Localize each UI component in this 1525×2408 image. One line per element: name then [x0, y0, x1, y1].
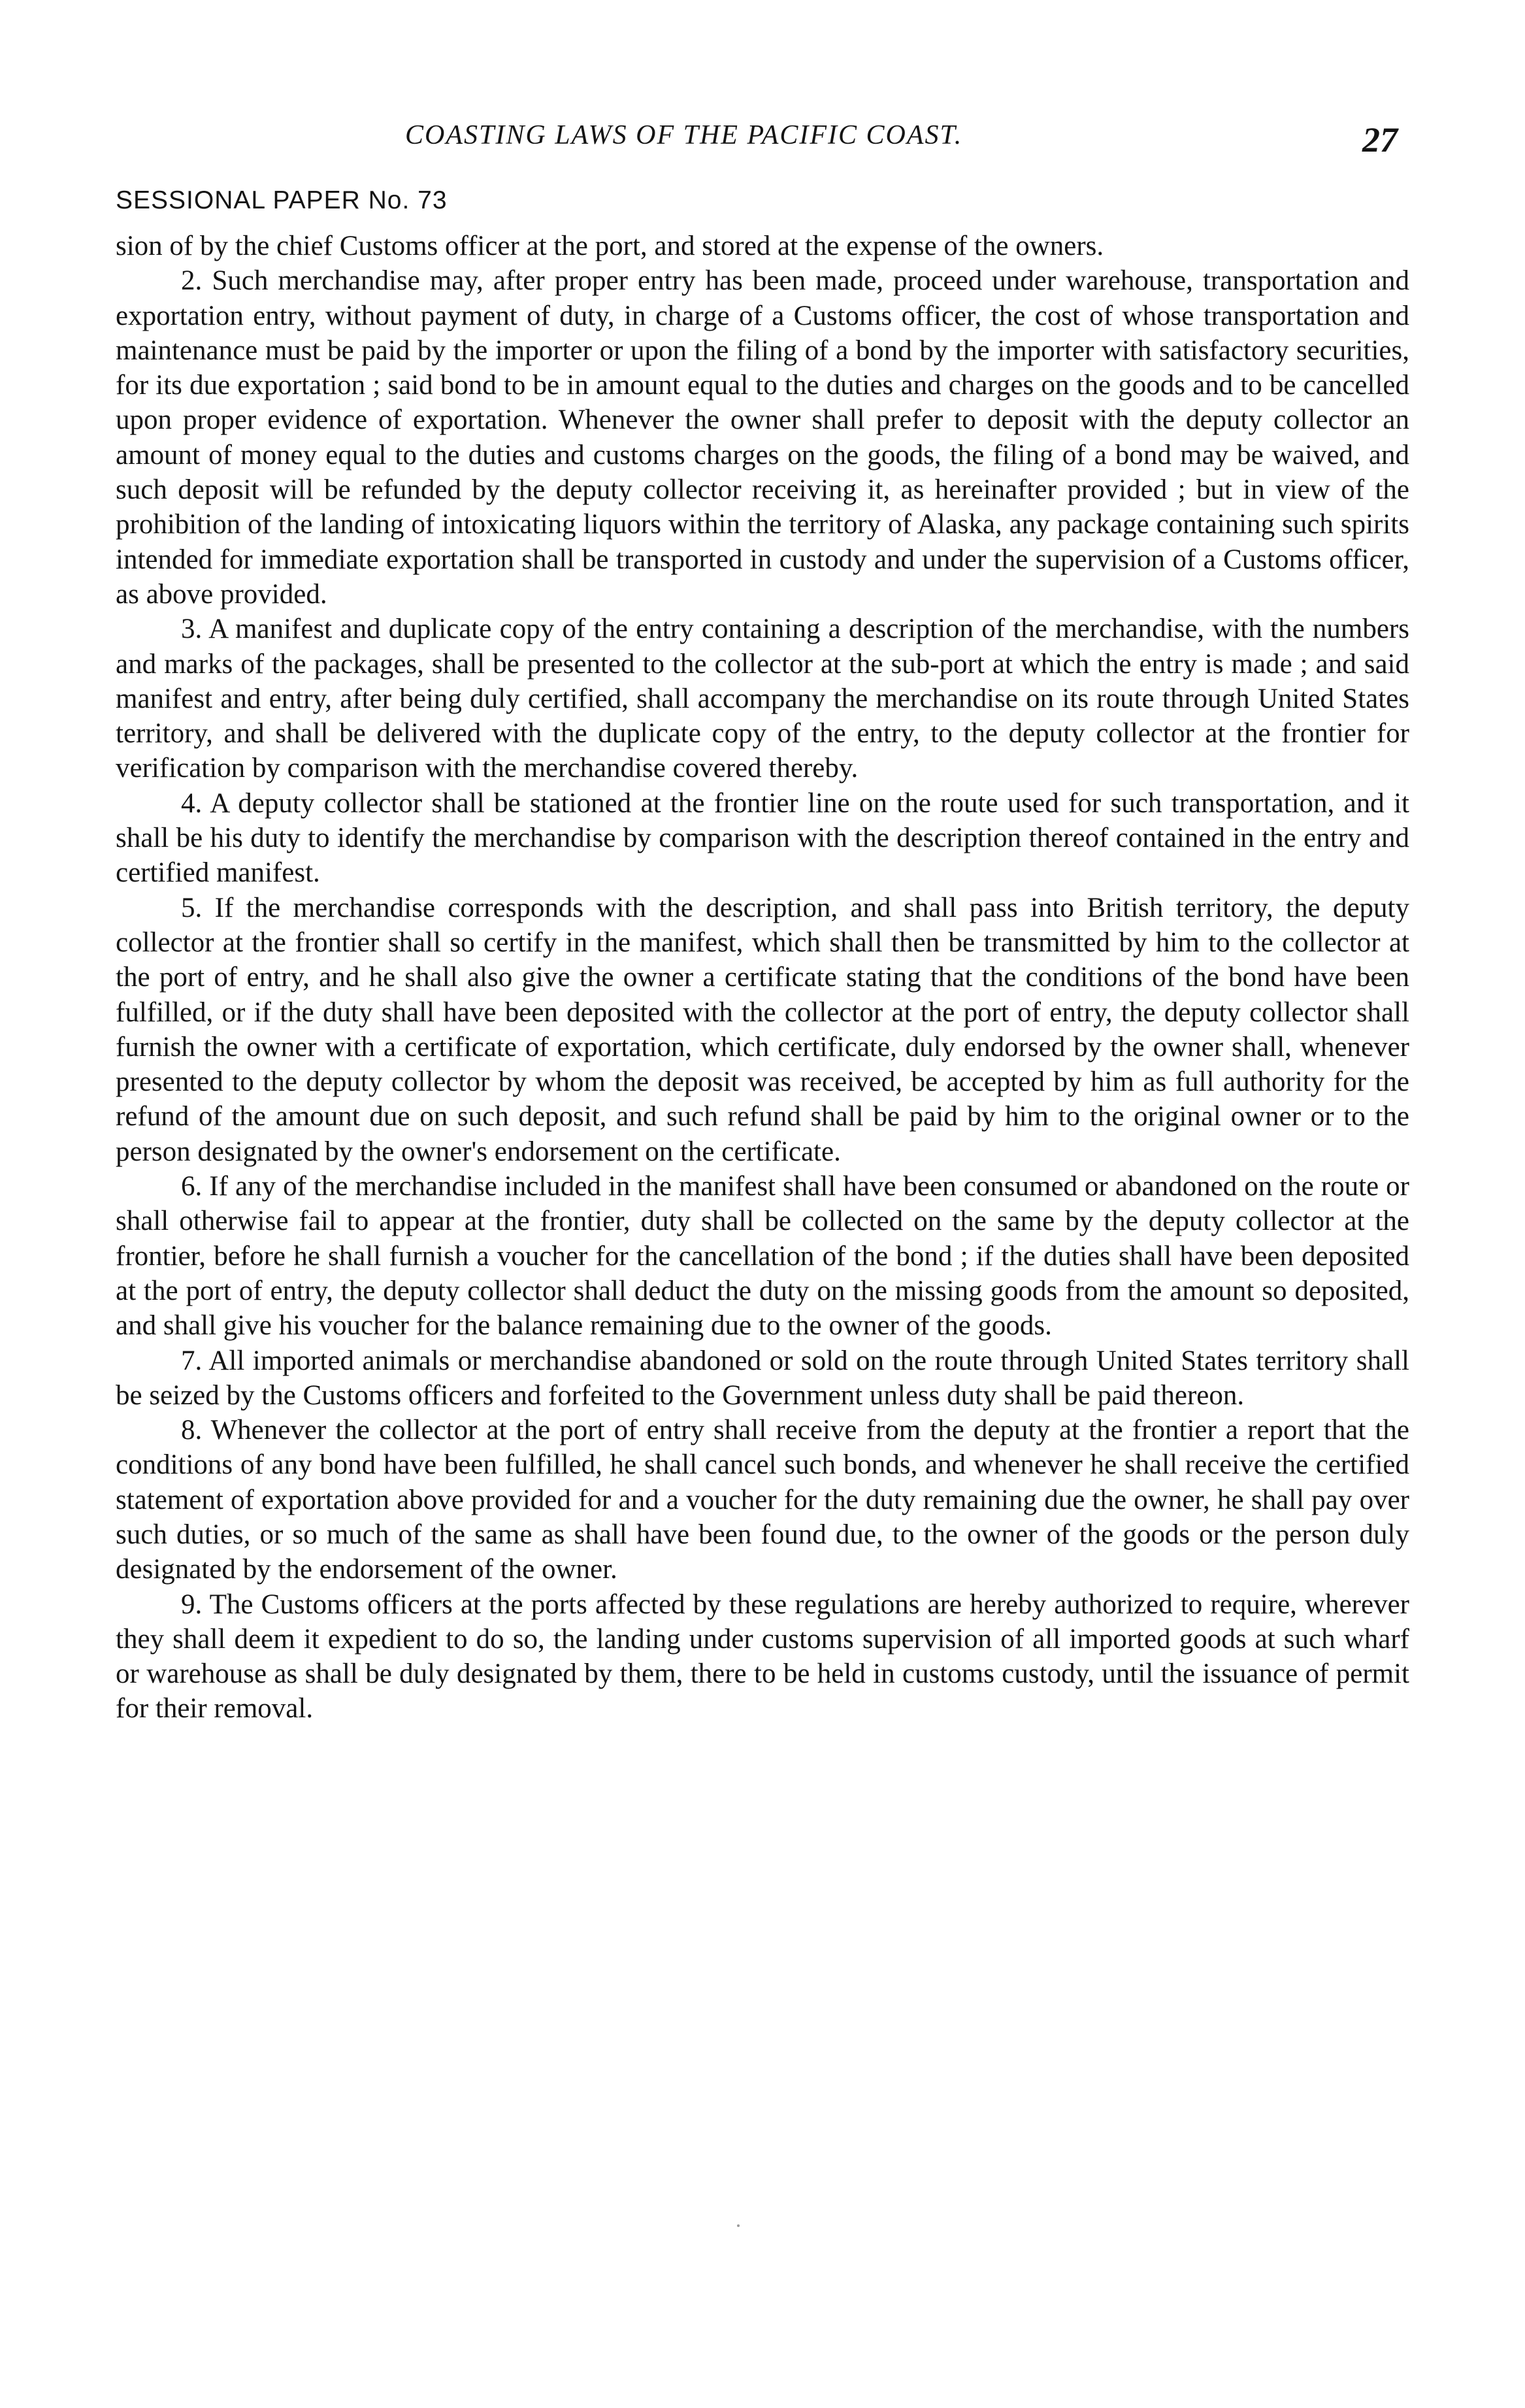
body-text: [116, 229, 1409, 1726]
running-title: COASTING LAWS OF THE PACIFIC COAST.: [405, 120, 963, 150]
paragraph-7: 7. All imported animals or merchandise abandoned or sold on the route through United States territory shall be seized by the Customs officers and forfeited to the Government unless duty shall be paid thereon.: [116, 1345, 1409, 1411]
paragraph-2: 2. Such merchandise may, after proper entry has been made, proceed under warehouse, transportation and exportation entry, without payment of duty, in charge of a Customs officer, the cost of whose transportation and maintenance must be paid by the importer or upon the filing of a bond by the importer with satisfactory securities, for its due exportation ; said bond to be in amount equal to the duties and charges on the goods and to be cancelled upon proper evidence of exportation. Whenever the owner shall prefer to deposit with the deputy collector an amount of money equal to the duties and customs charges on the goods, the filing of a bond may be waived, and such deposit will be refunded by the deputy collector receiving it, as hereinafter provided ; but in view of the prohibition of the landing of intoxicating liquors within the territory of Alaska, any package containing such spirits intended for immediate exportation shall be transported in custody and under the supervision of a Customs officer, as above provided.: [116, 265, 1409, 610]
paragraph-5: 5. If the merchandise corresponds with the description, and shall pass into British territory, the deputy collector at the frontier shall so certify in the manifest, which shall then be transmitted by him to the collector at the port of entry, and he shall also give the owner a certificate stating that the conditions of the bond have been fulfilled, or if the duty shall have been deposited with the collector at the port of entry, the deputy collector shall furnish the owner with a certificate of exportation, which certificate, duly endorsed by the owner shall, whenever presented to the deputy collector by whom the deposit was received, be accepted by him as full authority for the refund of the amount due on such deposit, and such refund shall be paid by him to the original owner or to the person designated by the owner's endorsement on the certificate.: [116, 892, 1409, 1167]
sessional-paper-label: SESSIONAL PAPER No. 73: [116, 186, 448, 214]
paragraph-6: 6. If any of the merchandise included in the manifest shall have been consumed or abandoned on the route or shall otherwise fail to appear at the frontier, duty shall be collected on the same by the deputy collector at the frontier, before he shall furnish a voucher for the cancellation of the bond ; if the duties shall have been deposited at the port of entry, the deputy collector shall deduct the duty on the missing goods from the amount so deposited, and shall give his voucher for the balance remaining due to the owner of the goods.: [116, 1171, 1409, 1342]
paragraph-9: 9. The Customs officers at the ports affected by these regulations are hereby authorized to require, wherever they shall deem it expedient to do so, the landing under customs supervision of all imported goods at such wharf or warehouse as shall be duly designated by them, there to be held in customs custody, until the issuance of permit for their removal.: [116, 1589, 1409, 1724]
paragraph-4: 4. A deputy collector shall be stationed at the frontier line on the route used for such transportation, and it shall be his duty to identify the merchandise by comparison with the description thereof contained in the entry and certified manifest.: [116, 787, 1409, 889]
paragraph-continuation: sion of by the chief Customs officer at the port, and stored at the expense of the owners.: [116, 231, 1104, 261]
page-number: 27: [1362, 120, 1398, 159]
paragraph-8: 8. Whenever the collector at the port of entry shall receive from the deputy at the frontier a report that the conditions of any bond have been fulfilled, he shall cancel such bonds, and whenever he shall receive the certified statement of exportation above provided for and a voucher for the duty remaining due the owner, he shall pay over such duties, or so much of the same as shall have been found due, to the owner of the goods or the person duly designated by the endorsement of the owner.: [116, 1415, 1409, 1585]
print-mark: [737, 2224, 740, 2227]
paragraph-3: 3. A manifest and duplicate copy of the entry containing a description of the merchandise, with the numbers and marks of the packages, shall be presented to the collector at the sub-port at which the entry is made ; and said manifest and entry, after being duly certified, shall accompany the merchandise on its route through United States territory, and shall be delivered with the duplicate copy of the entry, to the deputy collector at the frontier for verification by comparison with the merchandise covered thereby.: [116, 614, 1409, 784]
running-head: [0, 120, 1525, 165]
